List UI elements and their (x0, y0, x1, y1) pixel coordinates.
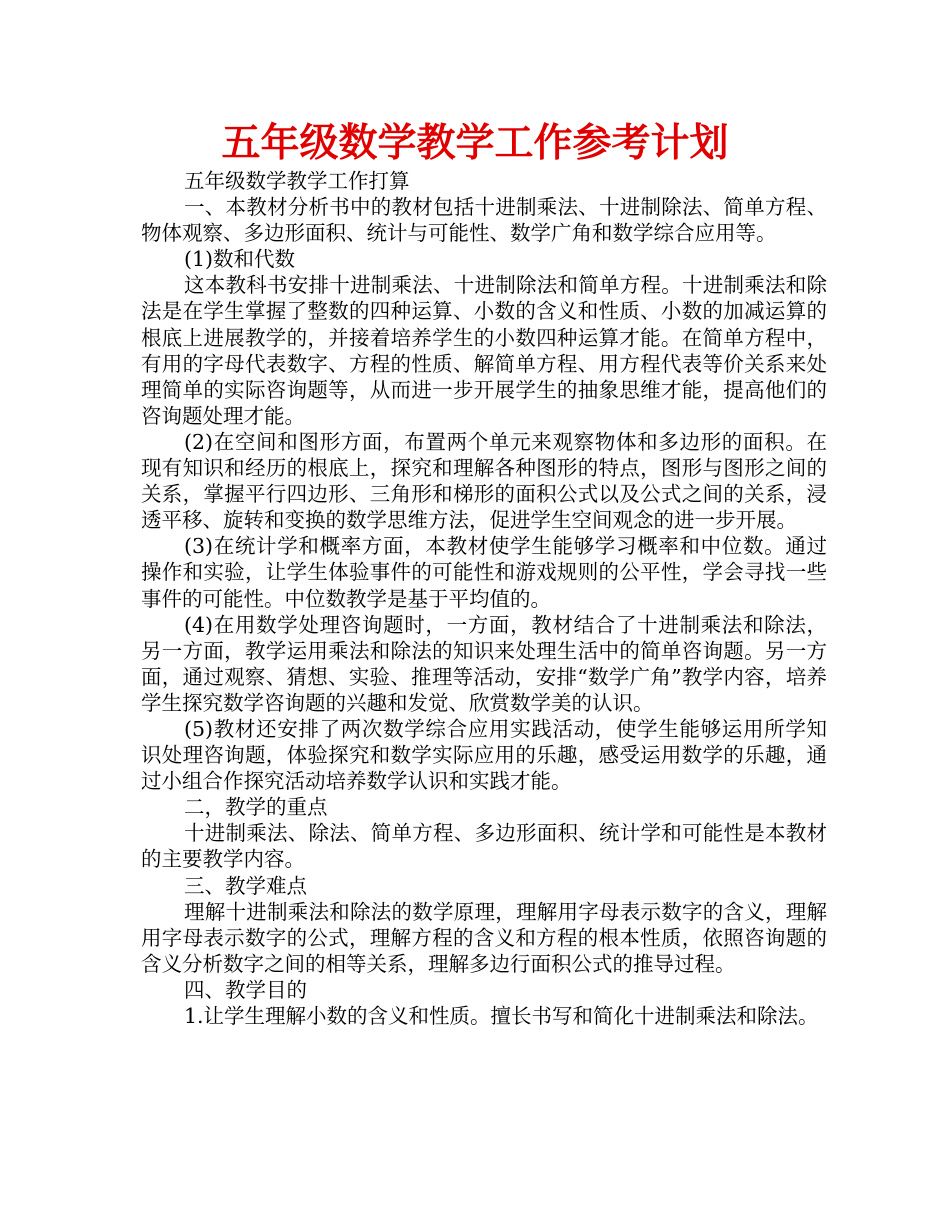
paragraph-subtitle: 五年级数学教学工作打算 (184, 169, 410, 193)
paragraph-number-algebra: 这本教科书安排十进制乘法、十进制除法和简单方程。十进制乘法和除法是在学生掌握了整数的四种运算、小数的含义和性质、小数的加减运算的根底上进展教学的，并接着培养学生的小数四种运算才能。在简单方程中，有用的字母代表数字、方程的性质、解简单方程、用方程代表等价关系来处理简单的实际咨询题等，从而进一步开展学生的抽象思维才能，提高他们的咨询题处理才能。 (141, 273, 827, 428)
paragraph-heading-key-points: 二，教学的重点 (184, 795, 328, 820)
paragraph-statistics-probability: (3)在统计学和概率方面，本教材使学生能够学习概率和中位数。通过操作和实验，让学生体验事件的可能性和游戏规则的公平性，学会寻找一些事件的可能性。中位数教学是基于平均值的。 (141, 534, 827, 611)
document-body (141, 168, 827, 1029)
paragraph-difficulties: 理解十进制乘法和除法的数学原理，理解用字母表示数字的含义，理解用字母表示数字的公式，理解方程的含义和方程的根本性质，依照咨询题的含义分析数字之间的相等关系，理解多边行面积公式的推导过程。 (141, 899, 827, 976)
paragraph-problem-solving: (4)在用数学处理咨询题时，一方面，教材结合了十进制乘法和除法，另一方面，教学运用乘法和除法的知识来处理生活中的简单咨询题。另一方面，通过观察、猜想、实验、推理等活动，安排“数学广角”教学内容，培养学生探究数学咨询题的兴趣和发觉、欣赏数学美的认识。 (141, 612, 827, 715)
paragraph-objective-1: 1.让学生理解小数的含义和性质。擅长书写和简化十进制乘法和除法。 (184, 1004, 819, 1028)
paragraph-heading-objectives: 四、教学目的 (184, 977, 307, 1002)
paragraph-heading-difficulties: 三、教学难点 (184, 873, 307, 898)
document-title: 五年级数学教学工作参考计划 (221, 121, 729, 166)
paragraph-practice-activities: (5)教材还安排了两次数学综合应用实践活动，使学生能够运用所学知识处理咨询题，体验探究和数学实际应用的乐趣，感受运用数学的乐趣，通过小组合作探究活动培养数学认识和实践才能。 (141, 716, 827, 794)
paragraph-section-1-intro: 一、本教材分析书中的教材包括十进制乘法、十进制除法、简单方程、物体观察、多边形面积、统计与可能性、数学广角和数学综合应用等。 (141, 195, 827, 246)
paragraph-heading-number-algebra: (1)数和代数 (184, 247, 296, 272)
paragraph-space-shape: (2)在空间和图形方面，布置两个单元来观察物体和多边形的面积。在现有知识和经历的根底上，探究和理解各种图形的特点，图形与图形之间的关系，掌握平行四边形、三角形和梯形的面积公式以及公式之间的关系，浸透平移、旋转和变换的数学思维方法，促进学生空间观念的进一步开展。 (141, 429, 827, 533)
paragraph-key-points: 十进制乘法、除法、简单方程、多边形面积、统计学和可能性是本教材的主要教学内容。 (141, 821, 827, 872)
